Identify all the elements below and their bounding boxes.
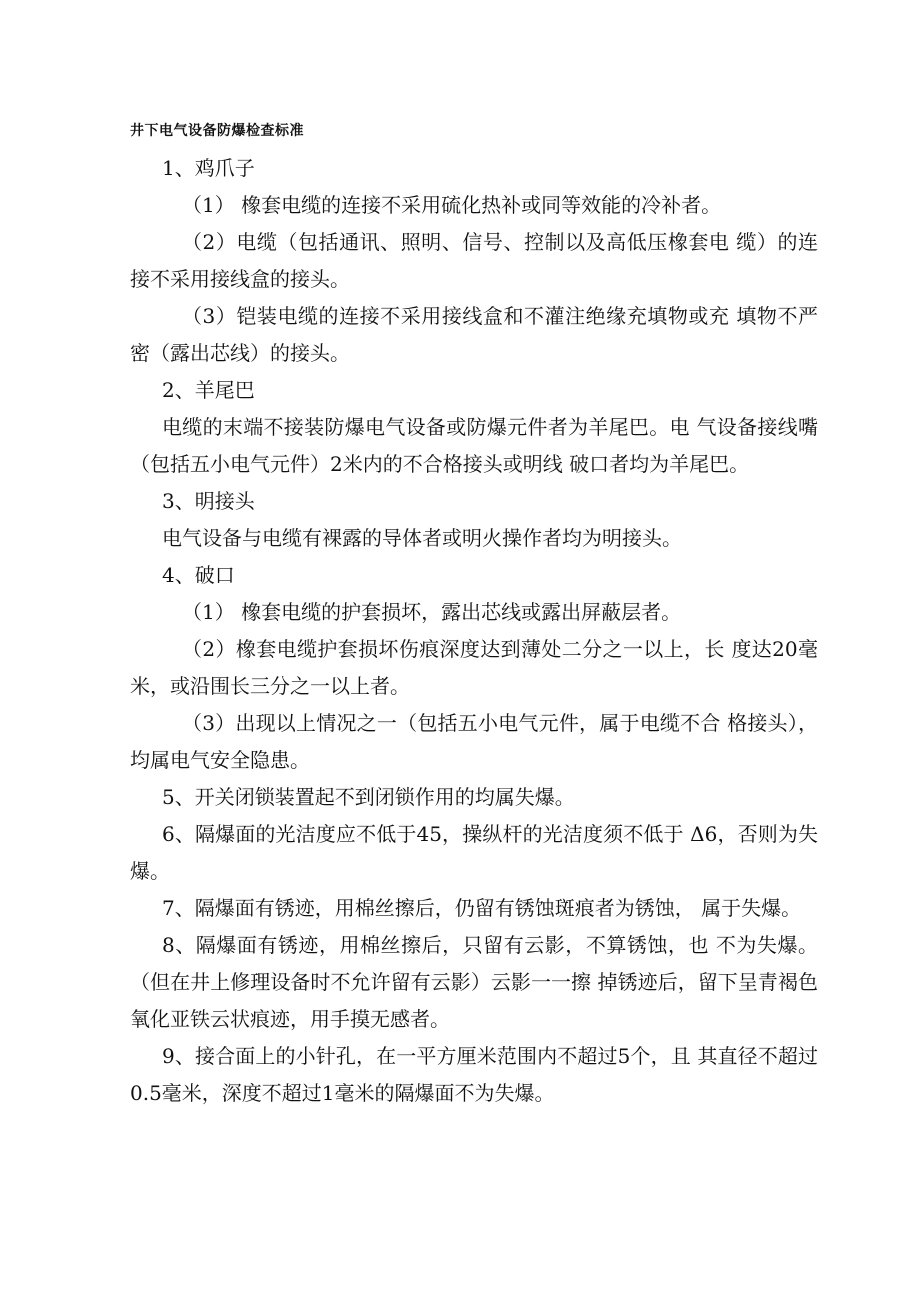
document-body bbox=[130, 150, 818, 1112]
item-7: 7、隔爆面有锈迹，用棉丝擦后，仍留有锈蚀斑痕者为锈蚀， 属于失爆。 bbox=[162, 896, 802, 920]
section-heading-3: 3、明接头 bbox=[162, 489, 255, 513]
paragraph-4-2: （2）橡套电缆护套损坏伤痕深度达到薄处二分之一以上，长 度达20毫米，或沿围长三分之一以上者。 bbox=[130, 637, 818, 698]
item-6: 6、隔爆面的光洁度应不低于45，操纵杆的光洁度须不低于 Δ6，否则为失爆。 bbox=[130, 822, 818, 883]
document-title: 井下电气设备防爆检查标准 bbox=[130, 123, 304, 139]
paragraph-1-1: （1） 橡套电缆的连接不采用硫化热补或同等效能的冷补者。 bbox=[182, 193, 722, 217]
paragraph-1-2: （2）电缆（包括通讯、照明、信号、控制以及高低压橡套电 缆）的连接不采用接线盒的接头。 bbox=[130, 230, 818, 291]
item-8: 8、隔爆面有锈迹，用棉丝擦后，只留有云影，不算锈蚀，也 不为失爆。（但在井上修理设备时不允许留有云影）云影一一擦 掉锈迹后，留下呈青褐色氧化亚铁云状痕迹，用手摸无感者。 bbox=[130, 933, 818, 1031]
section-heading-4: 4、破口 bbox=[162, 563, 235, 587]
paragraph-3: 电气设备与电缆有裸露的导体者或明火操作者均为明接头。 bbox=[162, 526, 682, 550]
section-heading-2: 2、羊尾巴 bbox=[162, 378, 255, 402]
paragraph-4-3: （3）出现以上情况之一（包括五小电气元件，属于电缆不合 格接头），均属电气安全隐患。 bbox=[130, 711, 818, 772]
item-9: 9、接合面上的小针孔，在一平方厘米范围内不超过5个，且 其直径不超过0.5毫米，深度不超过1毫米的隔爆面不为失爆。 bbox=[130, 1044, 818, 1105]
item-5: 5、开关闭锁装置起不到闭锁作用的均属失爆。 bbox=[162, 785, 575, 809]
paragraph-1-3: （3）铠装电缆的连接不采用接线盒和不灌注绝缘充填物或充 填物不严密（露出芯线）的接头。 bbox=[130, 304, 818, 365]
section-heading-1: 1、鸡爪子 bbox=[162, 156, 255, 180]
paragraph-2: 电缆的末端不接装防爆电气设备或防爆元件者为羊尾巴。电 气设备接线嘴（包括五小电气元件）2米内的不合格接头或明线 破口者均为羊尾巴。 bbox=[130, 415, 818, 476]
paragraph-4-1: （1） 橡套电缆的护套损坏，露出芯线或露出屏蔽层者。 bbox=[182, 600, 682, 624]
